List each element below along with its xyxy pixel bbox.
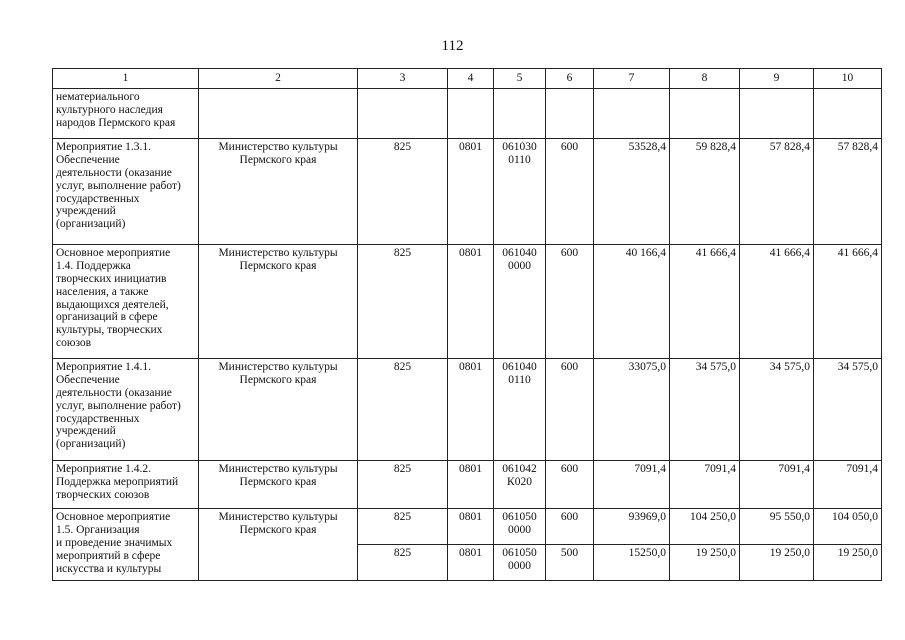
amount-cell: 59 828,4 xyxy=(670,139,740,245)
expense-type-cell: 600 xyxy=(546,139,594,245)
page-number: 112 xyxy=(441,38,464,54)
executor-cell: Министерство культуры Пермского края xyxy=(199,461,358,509)
amount-cell: 41 666,4 xyxy=(670,245,740,359)
header-row xyxy=(53,69,882,89)
amount-cell: 34 575,0 xyxy=(814,359,882,461)
executor-cell: Министерство культуры Пермского края xyxy=(199,359,358,461)
ministry-code-cell: 825 xyxy=(358,139,448,245)
measure-name-cell: Мероприятие 1.4.1. Обеспечение деятельности (оказание услуг, выполнение работ) государственных учреждений (организаций) xyxy=(53,359,199,461)
ministry-code-cell xyxy=(358,89,448,139)
expense-type-cell: 600 xyxy=(546,359,594,461)
amount-cell: 40 166,4 xyxy=(594,245,670,359)
column-header: 9 xyxy=(740,69,814,89)
column-header: 8 xyxy=(670,69,740,89)
section-code-cell: 0801 xyxy=(448,359,494,461)
amount-cell: 7091,4 xyxy=(670,461,740,509)
column-header: 7 xyxy=(594,69,670,89)
amount-cell: 57 828,4 xyxy=(814,139,882,245)
amount-cell: 33075,0 xyxy=(594,359,670,461)
expense-type-cell: 500 xyxy=(546,545,594,581)
table-row xyxy=(53,139,882,245)
column-header: 5 xyxy=(494,69,546,89)
table-row xyxy=(53,359,882,461)
amount-cell xyxy=(814,89,882,139)
ministry-code-cell: 825 xyxy=(358,461,448,509)
ministry-code-cell: 825 xyxy=(358,245,448,359)
column-header: 2 xyxy=(199,69,358,89)
amount-cell: 15250,0 xyxy=(594,545,670,581)
column-header: 6 xyxy=(546,69,594,89)
measure-name-cell: Основное мероприятие 1.5. Организация и проведение значимых мероприятий в сфере искусства и культуры xyxy=(53,509,199,581)
expense-type-cell: 600 xyxy=(546,461,594,509)
amount-cell: 104 050,0 xyxy=(814,509,882,545)
executor-cell: Министерство культуры Пермского края xyxy=(199,139,358,245)
amount-cell: 19 250,0 xyxy=(814,545,882,581)
expense-type-cell: 600 xyxy=(546,245,594,359)
ministry-code-cell: 825 xyxy=(358,545,448,581)
budget-table xyxy=(52,68,882,581)
section-code-cell: 0801 xyxy=(448,545,494,581)
measure-name-cell: Мероприятие 1.3.1. Обеспечение деятельности (оказание услуг, выполнение работ) государственных учреждений (организаций) xyxy=(53,139,199,245)
amount-cell: 34 575,0 xyxy=(740,359,814,461)
amount-cell: 34 575,0 xyxy=(670,359,740,461)
ministry-code-cell: 825 xyxy=(358,509,448,545)
amount-cell: 19 250,0 xyxy=(670,545,740,581)
column-header: 1 xyxy=(53,69,199,89)
ministry-code-cell: 825 xyxy=(358,359,448,461)
amount-cell: 93969,0 xyxy=(594,509,670,545)
amount-cell: 53528,4 xyxy=(594,139,670,245)
section-code-cell xyxy=(448,89,494,139)
amount-cell: 41 666,4 xyxy=(740,245,814,359)
amount-cell xyxy=(594,89,670,139)
amount-cell: 41 666,4 xyxy=(814,245,882,359)
amount-cell: 7091,4 xyxy=(814,461,882,509)
amount-cell: 7091,4 xyxy=(740,461,814,509)
target-article-cell xyxy=(494,89,546,139)
column-header: 10 xyxy=(814,69,882,89)
table-row xyxy=(53,89,882,139)
executor-cell xyxy=(199,89,358,139)
table-row xyxy=(53,245,882,359)
target-article-cell: 061030 0110 xyxy=(494,139,546,245)
target-article-cell: 061040 0000 xyxy=(494,245,546,359)
measure-name-cell: Мероприятие 1.4.2. Поддержка мероприятий творческих союзов xyxy=(53,461,199,509)
amount-cell: 57 828,4 xyxy=(740,139,814,245)
section-code-cell: 0801 xyxy=(448,245,494,359)
section-code-cell: 0801 xyxy=(448,461,494,509)
target-article-cell: 061050 0000 xyxy=(494,545,546,581)
amount-cell: 19 250,0 xyxy=(740,545,814,581)
amount-cell: 7091,4 xyxy=(594,461,670,509)
target-article-cell: 061040 0110 xyxy=(494,359,546,461)
amount-cell: 95 550,0 xyxy=(740,509,814,545)
amount-cell: 104 250,0 xyxy=(670,509,740,545)
executor-cell: Министерство культуры Пермского края xyxy=(199,509,358,581)
executor-cell: Министерство культуры Пермского края xyxy=(199,245,358,359)
section-code-cell: 0801 xyxy=(448,509,494,545)
target-article-cell: 061050 0000 xyxy=(494,509,546,545)
target-article-cell: 061042 К020 xyxy=(494,461,546,509)
column-header: 4 xyxy=(448,69,494,89)
measure-name-cell: Основное мероприятие 1.4. Поддержка творческих инициатив населения, а также выдающихся деятелей, организаций в сфере культуры, творческих союзов xyxy=(53,245,199,359)
table-row xyxy=(53,509,882,545)
amount-cell xyxy=(670,89,740,139)
table-row xyxy=(53,461,882,509)
expense-type-cell: 600 xyxy=(546,509,594,545)
expense-type-cell xyxy=(546,89,594,139)
measure-name-cell: нематериального культурного наследия народов Пермского края xyxy=(53,89,199,139)
section-code-cell: 0801 xyxy=(448,139,494,245)
column-header: 3 xyxy=(358,69,448,89)
amount-cell xyxy=(740,89,814,139)
